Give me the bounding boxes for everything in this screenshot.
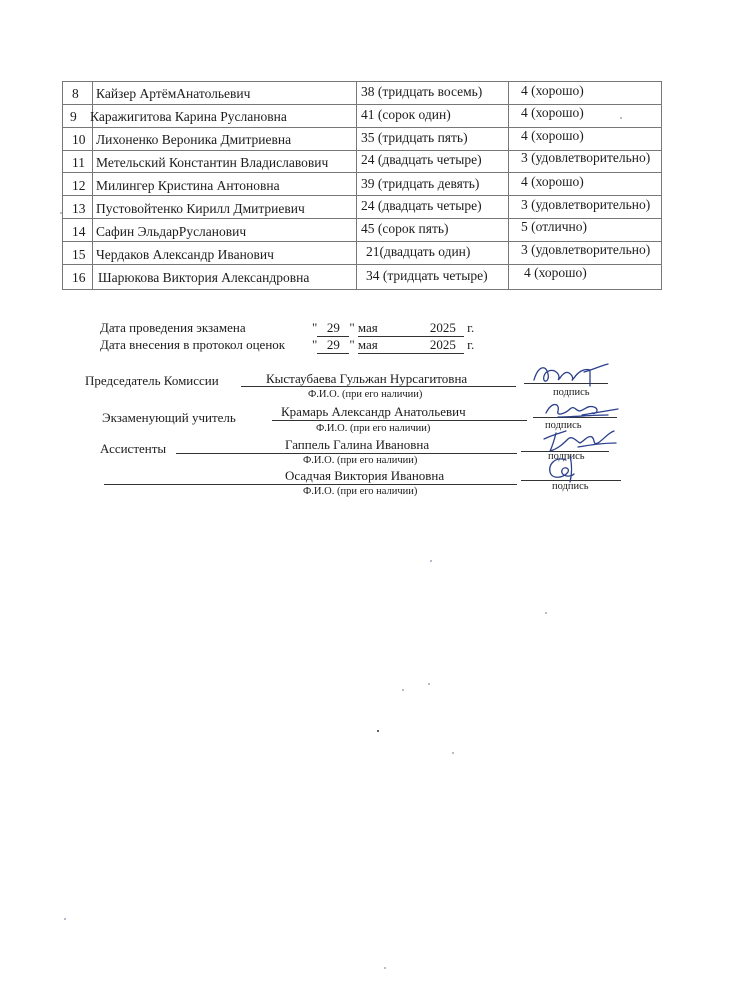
row-number: 13 [72, 201, 86, 216]
row-name: Кайзер АртёмАнатольевич [96, 86, 251, 101]
row-points: 24 (двадцать четыре) [361, 198, 482, 213]
examiner-fio-caption: Ф.И.О. (при его наличии) [316, 423, 431, 434]
chair-signature-icon [528, 360, 612, 390]
row-points: 41 (сорок один) [361, 107, 451, 122]
scan-speck [620, 117, 622, 119]
assistant2-name: Осадчая Виктория Ивановна [285, 468, 445, 483]
examiner-signature-icon [538, 395, 622, 423]
row-grade: 4 (хорошо) [521, 174, 584, 189]
row-number: 16 [72, 270, 86, 285]
row-name: Метельский Константин Владиславович [96, 155, 329, 170]
exam-date-year: 2025 [430, 320, 464, 337]
row-points: 38 (тридцать восемь) [361, 84, 483, 99]
table-rule [661, 81, 662, 289]
row-name: Шарюкова Виктория Александровна [98, 270, 310, 285]
examiner-name-line [272, 420, 527, 421]
scan-speck [384, 967, 386, 969]
row-name: Сафин ЭльдарРусланович [96, 224, 247, 239]
row-number: 15 [72, 247, 86, 262]
protocol-date-day: 29 [317, 337, 349, 354]
assistant2-signature-icon [540, 452, 588, 484]
scan-speck [545, 612, 547, 614]
chair-signature-caption: подпись [553, 387, 590, 398]
assistants-label: Ассистенты [100, 441, 167, 456]
assistant1-name: Гаппель Галина Ивановна [285, 437, 430, 452]
assistant2-signature-caption: подпись [552, 481, 589, 492]
protocol-date-suffix: г. [467, 337, 475, 352]
exam-date-suffix: г. [467, 320, 475, 335]
protocol-date-year: 2025 [430, 337, 464, 354]
examiner-signature-caption: подпись [545, 420, 582, 431]
row-points: 35 (тридцать пять) [361, 130, 468, 145]
row-number: 8 [72, 86, 79, 101]
protocol-date: " 29 " мая 2025 г. [312, 337, 475, 352]
scan-speck [430, 560, 432, 562]
scan-speck [64, 918, 66, 920]
row-points: 39 (тридцать девять) [361, 176, 480, 191]
row-name: Лихоненко Вероника Дмитриевна [96, 132, 292, 147]
table-rule [356, 81, 357, 289]
row-number: 9 [70, 109, 77, 124]
exam-date: " 29 " мая 2025 г. [312, 320, 475, 335]
chair-fio-caption: Ф.И.О. (при его наличии) [308, 389, 423, 400]
row-grade: 4 (хорошо) [521, 83, 584, 98]
row-number: 10 [72, 132, 86, 147]
row-points: 45 (сорок пять) [361, 221, 449, 236]
row-grade: 4 (хорошо) [521, 105, 584, 120]
row-name: Милингер Кристина Антоновна [96, 178, 280, 193]
row-number: 14 [72, 224, 86, 239]
exam-date-month: мая [358, 320, 430, 337]
row-grade: 3 (удовлетворительно) [521, 197, 651, 212]
row-grade: 3 (удовлетворительно) [521, 242, 651, 257]
table-rule [62, 81, 63, 289]
table-rule [62, 195, 662, 196]
row-name: Чердаков Александр Иванович [96, 247, 274, 262]
assistant1-signature-caption: подпись [548, 451, 585, 462]
protocol-date-month: мая [358, 337, 430, 354]
protocol-date-label: Дата внесения в протокол оценок [100, 337, 286, 352]
row-grade: 3 (удовлетворительно) [521, 150, 651, 165]
table-rule [508, 81, 509, 289]
assistant2-fio-caption: Ф.И.О. (при его наличии) [303, 486, 418, 497]
table-rule [62, 289, 662, 290]
examiner-label: Экзаменующий учитель [102, 410, 236, 425]
assistant1-fio-caption: Ф.И.О. (при его наличии) [303, 455, 418, 466]
chair-name: Кыстаубаева Гульжан Нурсагитовна [266, 371, 468, 386]
assistant2-name-line [104, 484, 517, 485]
examiner-name: Крамарь Александр Анатольевич [281, 404, 466, 419]
scan-speck [377, 730, 379, 732]
table-rule [62, 81, 662, 82]
row-grade: 4 (хорошо) [524, 265, 587, 280]
row-name: Каражигитова Карина Руслановна [90, 109, 287, 124]
assistant1-name-line [176, 453, 517, 454]
scan-speck [452, 752, 454, 754]
row-number: 12 [72, 178, 86, 193]
row-name: Пустовойтенко Кирилл Дмитриевич [96, 201, 305, 216]
chair-label: Председатель Комиссии [85, 373, 219, 388]
row-grade: 5 (отлично) [521, 219, 587, 234]
row-number: 11 [72, 155, 85, 170]
row-points: 24 (двадцать четыре) [361, 152, 482, 167]
exam-date-label: Дата проведения экзамена [100, 320, 246, 335]
table-rule [62, 172, 662, 173]
assistant1-signature-icon [538, 425, 620, 455]
row-points: 21(двадцать один) [366, 244, 471, 259]
row-points: 34 (тридцать четыре) [366, 268, 488, 283]
exam-date-day: 29 [317, 320, 349, 337]
scan-speck [60, 212, 62, 214]
scan-speck [402, 689, 404, 691]
scan-speck [428, 683, 430, 685]
row-grade: 4 (хорошо) [521, 128, 584, 143]
